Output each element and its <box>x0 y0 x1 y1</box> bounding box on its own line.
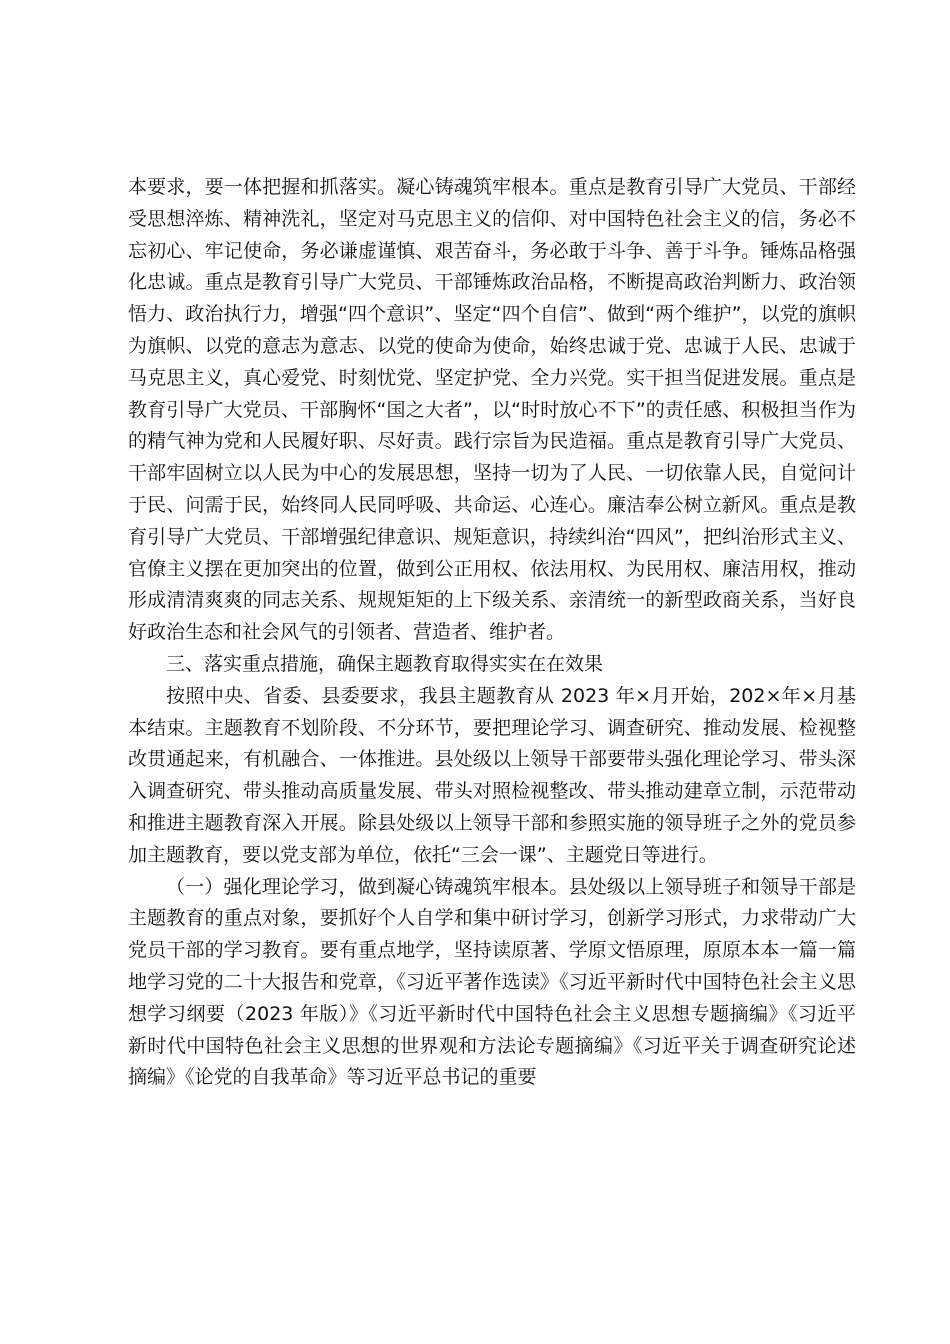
paragraph-continuation: 本要求，要一体把握和抓落实。凝心铸魂筑牢根本。重点是教育引导广大党员、干部经受思想淬炼、精神洗礼，坚定对马克思主义的信仰、对中国特色社会主义的信，务必不忘初心、牢记使命，务必谦虚谨慎、艰苦奋斗，务必敢于斗争、善于斗争。锤炼品格强化忠诚。重点是教育引导广大党员、干部锤炼政治品格，不断提高政治判断力、政治领悟力、政治执行力，增强“四个意识”、坚定“四个自信”、做到“两个维护”，以党的旗帜为旗帜、以党的意志为意志、以党的使命为使命，始终忠诚于党、忠诚于人民、忠诚于马克思主义，真心爱党、时刻忧党、坚定护党、全力兴党。实干担当促进发展。重点是教育引导广大党员、干部胸怀“国之大者”，以“时时放心不下”的责任感、积极担当作为的精气神为党和人民履好职、尽好责。践行宗旨为民造福。重点是教育引导广大党员、干部牢固树立以人民为中心的发展思想，坚持一切为了人民、一切依靠人民，自觉问计于民、问需于民，始终同人民同呼吸、共命运、心连心。廉洁奉公树立新风。重点是教育引导广大党员、干部增强纪律意识、规矩意识，持续纠治“四风”，把纠治形式主义、官僚主义摆在更加突出的位置，做到公正用权、依法用权、为民用权、廉洁用权，推动形成清清爽爽的同志关系、规规矩矩的上下级关系、亲清统一的新型政商关系，当好良好政治生态和社会风气的引领者、营造者、维护者。 <box>128 176 856 644</box>
section-heading: 三、落实重点措施，确保主题教育取得实实在在效果 <box>166 652 604 675</box>
paragraph-theory-study: （一）强化理论学习，做到凝心铸魂筑牢根本。县处级以上领导班子和领导干部是主题教育的重点对象，要抓好个人自学和集中研讨学习，创新学习形式，力求带动广大党员干部的学习教育。要有重点地学，坚持读原著、学原文悟原理，原原本本一篇一篇地学习党的二十大报告和党章，《习近平著作选读》《习近平新时代中国特色社会主义思想学习纲要（2023 年版）》《习近平新时代中国特色社会主义思想专题摘编》《习近平新时代中国特色社会主义思想的世界观和方法论专题摘编》《习近平关于调查研究论述摘编》《论党的自我革命》等习近平总书记的重要 <box>128 875 856 1089</box>
paragraph-schedule: 按照中央、省委、县委要求，我县主题教育从 2023 年×月开始，202×年×月基本结束。主题教育不划阶段、不分环节，要把理论学习、调查研究、推动发展、检视整改贯通起来，有机融合、一体推进。县处级以上领导干部要带头强化理论学习、带头深入调查研究、带头推动高质量发展、带头对照检视整改、带头推动建章立制，示范带动和推进主题教育深入开展。除县处级以上领导干部和参照实施的领导班子之外的党员参加主题教育，要以党支部为单位，依托“三会一课”、主题党日等进行。 <box>128 684 856 866</box>
document-body <box>128 172 856 1094</box>
